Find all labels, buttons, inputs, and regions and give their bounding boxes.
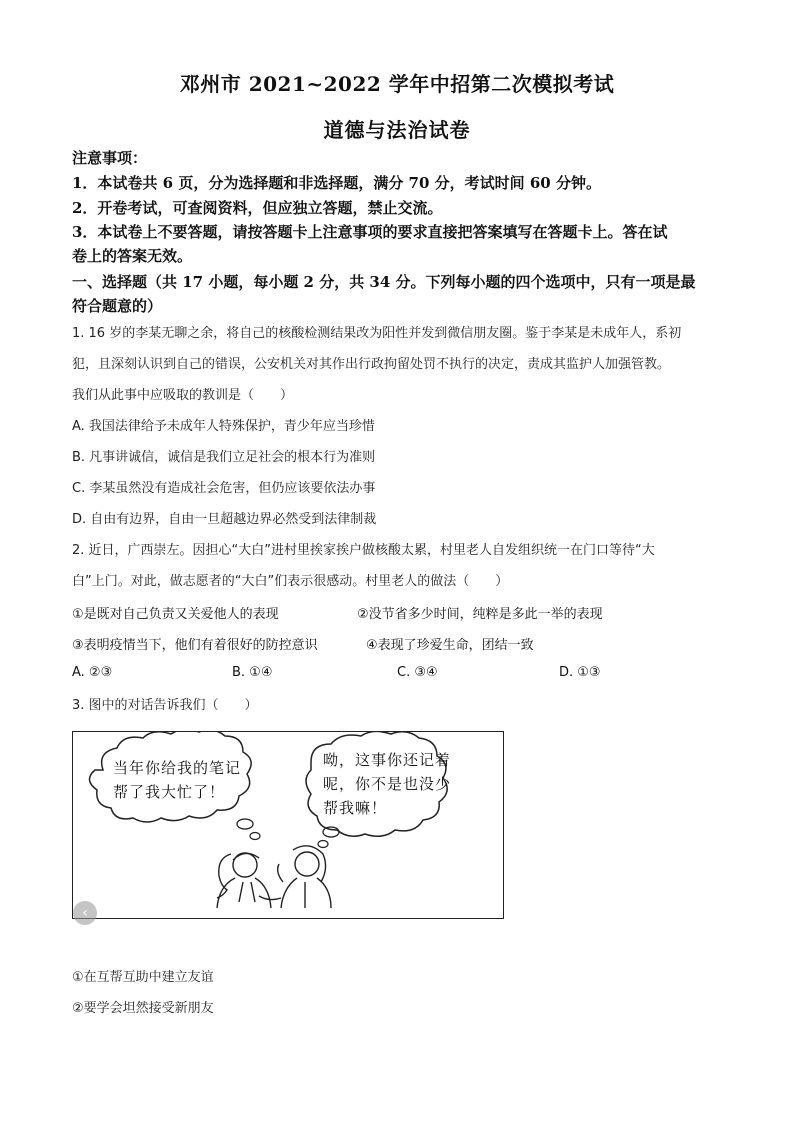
q1-option-b: B. 凡事讲诚信，诚信是我们立足社会的根本行为准则 [72, 450, 376, 465]
q2-option-d: D. ①③ [559, 665, 601, 680]
left-girl-figure [217, 853, 281, 908]
q2-statement-1: ①是既对自己负责又关爱他人的表现 [72, 607, 279, 622]
section-heading-line2: 符合题意的） [72, 297, 163, 315]
q1-option-c: C. 李某虽然没有造成社会危害，但仍应该要依法办事 [72, 481, 376, 496]
q1-stem-line3: 我们从此事中应吸取的教训是（ ） [72, 388, 294, 403]
notice-item-3-line1: 3．本试卷上不要答题，请按答题卡上注意事项的要求直接把答案填写在答题卡上。答在试 [72, 223, 668, 241]
chevron-left-icon: ‹ [82, 905, 88, 921]
notice-item-2: 2．开卷考试，可查阅资料，但应独立答题，禁止交流。 [72, 199, 443, 217]
q3-statement-2: ②要学会坦然接受新朋友 [72, 1001, 214, 1016]
q1-stem-line2: 犯，且深刻认识到自己的错误，公安机关对其作出行政拘留处罚不执行的决定，责成其监护人加强管教。 [72, 357, 671, 372]
q1-option-d: D. 自由有边界，自由一旦超越边界必然受到法律制裁 [72, 512, 377, 527]
q3-stem: 3. 图中的对话告诉我们（ ） [72, 698, 258, 713]
q2-option-b: B. ①④ [232, 665, 273, 680]
notice-item-3-line2: 卷上的答案无效。 [72, 247, 193, 265]
q2-stem-line2: 白”上门。对此，做志愿者的“大白”们表示很感动。村里老人的做法（ ） [72, 574, 509, 589]
dialogue-cartoon [72, 731, 504, 919]
section-heading-line1: 一、选择题（共 17 小题，每小题 2 分，共 34 分。下列每小题的四个选项中，只有一项是最 [72, 273, 696, 291]
q1-option-a: A. 我国法律给予未成年人特殊保护，青少年应当珍惜 [72, 419, 375, 434]
right-bubble-line3: 帮我嘛！ [323, 799, 388, 817]
q2-option-a: A. ②③ [72, 665, 113, 680]
previous-page-button[interactable] [73, 901, 97, 925]
q2-statement-2: ②没节省多少时间，纯粹是多此一举的表现 [357, 607, 603, 622]
exam-title: 邓州市 2021~2022 学年中招第二次模拟考试 [179, 72, 615, 96]
right-bubble-line1: 呦，这事你还记着 [323, 751, 452, 769]
q2-statement-3: ③表明疫情当下，他们有着很好的防控意识 [72, 638, 318, 653]
left-bubble-line1: 当年你给我的笔记 [113, 759, 242, 777]
q2-stem-line1: 2. 近日，广西崇左。因担心“大白”进村里挨家挨户做核酸太累，村里老人自发组织统一在门口等待“大 [72, 543, 655, 558]
exam-subtitle: 道德与法治试卷 [323, 118, 471, 142]
notice-item-1: 1．本试卷共 6 页，分为选择题和非选择题，满分 70 分，考试时间 60 分钟。 [72, 174, 601, 192]
q1-stem-line1: 1. 16 岁的李某无聊之余，将自己的核酸检测结果改为阳性并发到微信朋友圈。鉴于李某是未成年人，系初 [72, 326, 682, 341]
q2-option-c: C. ③④ [397, 665, 438, 680]
left-bubble-line2: 帮了我大忙了！ [113, 783, 226, 801]
right-girl-figure [278, 846, 331, 908]
notice-heading: 注意事项： [72, 149, 148, 167]
q2-statements-row2 [72, 634, 732, 654]
q2-options-row [72, 665, 732, 685]
q2-statements-row1 [72, 603, 732, 623]
right-bubble-line2: 呢，你不是也没少 [323, 775, 452, 793]
q2-statement-4: ④表现了珍爱生命，团结一致 [366, 638, 534, 653]
q3-statement-1: ①在互帮互助中建立友谊 [72, 970, 214, 985]
